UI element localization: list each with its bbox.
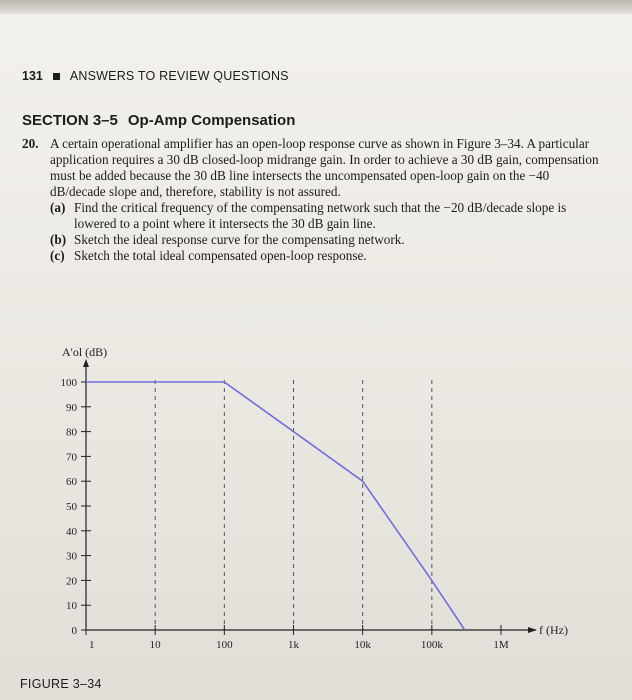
section-label: SECTION 3–5 (22, 112, 118, 129)
problem-text: A certain operational amplifier has an open-loop response curve as shown in Figure 3–34. A particular application requires a 30 dB closed-loop midrange gain. In order to achieve a 30 dB gain, compensation must be added because the 30 dB line intersects the uncompensated open-loop gain on the −40 dB/decade slope and, therefore, stability is not assured. (50, 136, 599, 199)
y-tick-label: 40 (66, 525, 77, 538)
axes-layer (81, 359, 537, 635)
x-tick-label: 1 (89, 639, 95, 651)
problem-20 (22, 136, 607, 264)
part-text: Find the critical frequency of the compensating network such that the −20 dB/decade slope is lowered to a point where it intersects the 30 dB gain line. (74, 200, 567, 231)
grid-layer (155, 380, 432, 630)
y-tick-label: 70 (66, 451, 77, 464)
y-tick-label: 30 (66, 550, 77, 563)
response-curve (86, 382, 465, 630)
part-label: (b) (50, 232, 67, 247)
open-loop-response-chart (0, 335, 632, 665)
problem-number: 20. (22, 136, 39, 151)
bullet-square-icon (53, 73, 60, 80)
y-axis-arrow-icon (83, 359, 89, 367)
labels-layer (61, 345, 568, 651)
problem-part-b (50, 232, 607, 248)
x-tick-label: 1M (493, 639, 509, 651)
x-tick-label: 1k (288, 639, 299, 651)
y-tick-label: 10 (66, 600, 77, 613)
y-tick-label: 0 (71, 625, 77, 637)
running-title: ANSWERS TO REVIEW QUESTIONS (69, 69, 289, 83)
y-tick-label: 90 (66, 401, 77, 414)
section-heading (22, 112, 295, 129)
x-axis-arrow-icon (528, 627, 537, 633)
x-tick-label: 100k (420, 639, 443, 651)
x-tick-label: 100 (216, 639, 233, 651)
y-tick-label: 80 (66, 426, 77, 439)
page-edge-shadow (0, 0, 632, 14)
page-number: 131 (22, 69, 43, 83)
x-tick-label: 10 (149, 639, 161, 651)
section-name: Op-Amp Compensation (127, 112, 296, 129)
y-axis-title: A'ol (dB) (62, 345, 108, 359)
part-text: Sketch the ideal response curve for the compensating network. (74, 232, 405, 247)
x-tick-label: 10k (354, 639, 371, 651)
y-tick-label: 100 (60, 377, 77, 389)
x-axis-title: f (Hz) (539, 623, 568, 637)
problem-part-a (50, 200, 607, 232)
y-tick-label: 20 (66, 575, 77, 588)
problem-part-c (50, 248, 607, 264)
running-header (22, 69, 289, 83)
series-layer (86, 382, 465, 630)
part-label: (c) (50, 248, 65, 263)
figure-caption: FIGURE 3–34 (20, 677, 102, 691)
part-label: (a) (50, 200, 66, 215)
y-tick-label: 50 (66, 501, 77, 513)
y-tick-label: 60 (66, 476, 77, 489)
part-text: Sketch the total ideal compensated open-loop response. (74, 248, 367, 263)
